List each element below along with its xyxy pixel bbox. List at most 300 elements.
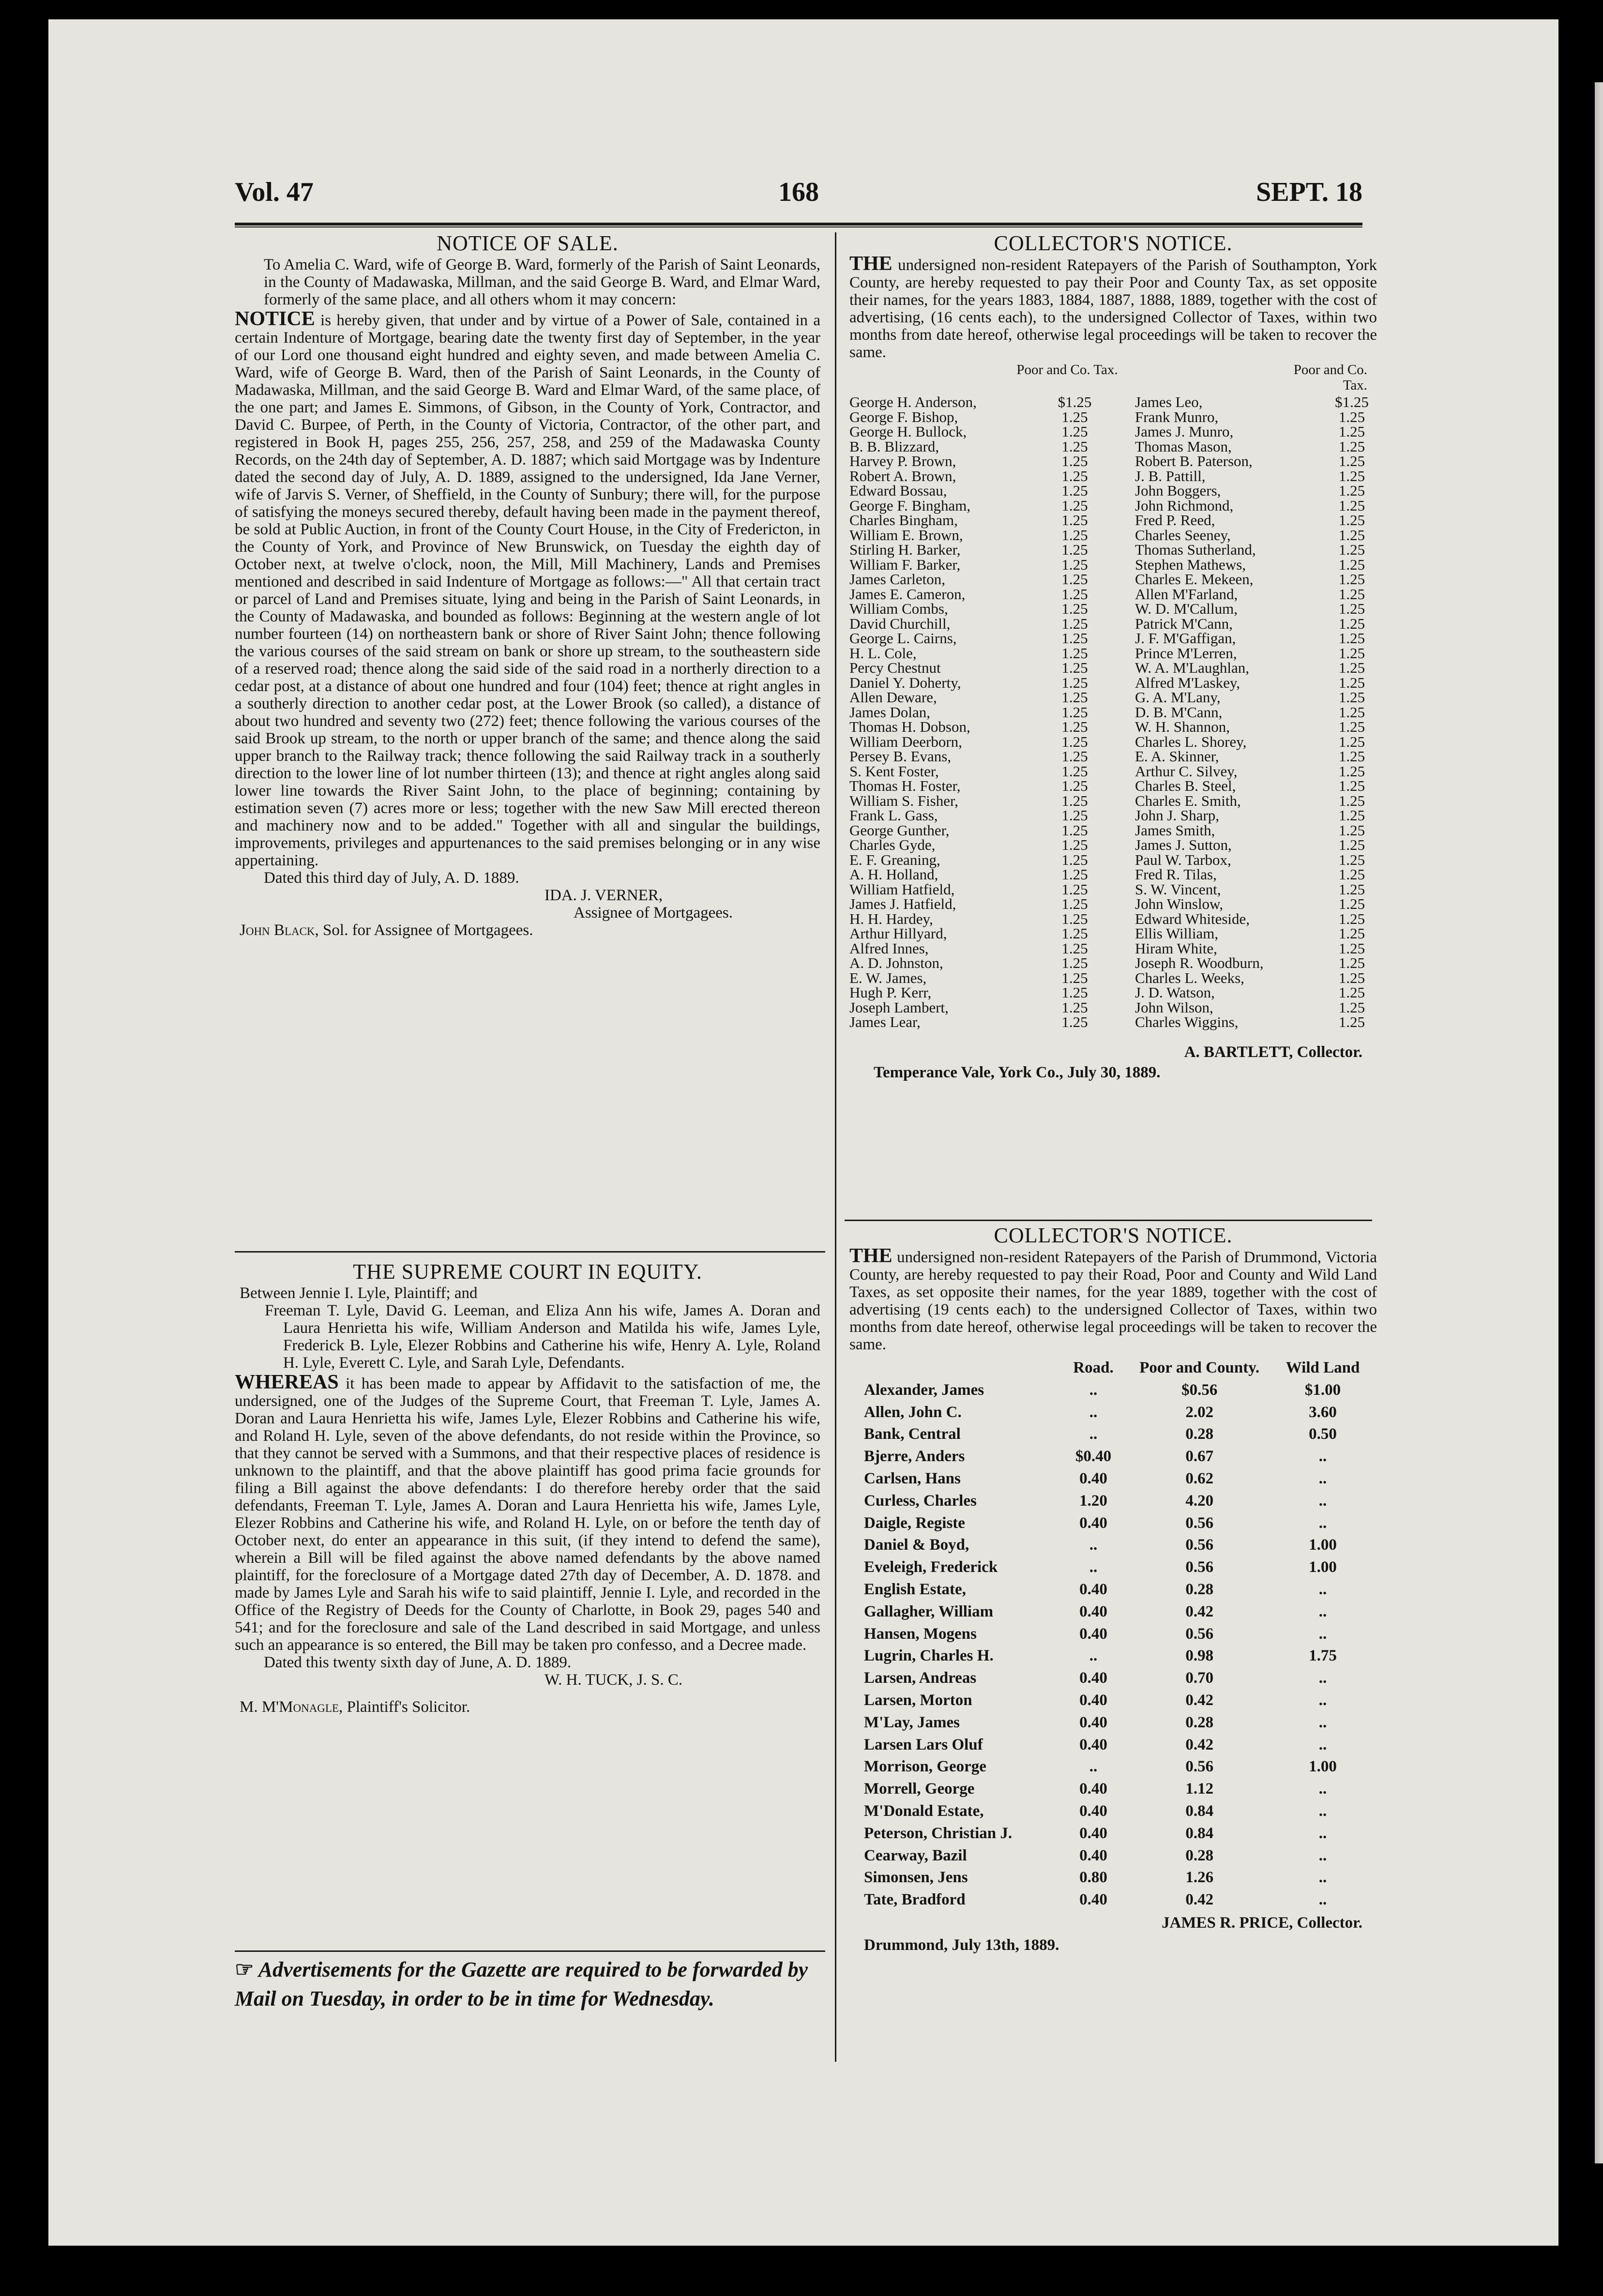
- tax-list-left-row: [849, 853, 1101, 868]
- tax-amount: 1.25: [1061, 969, 1088, 986]
- tax-list-right-row: [1135, 941, 1377, 956]
- wild-land-tax: ..: [1318, 1713, 1327, 1731]
- collector-notice-southampton: [849, 231, 1377, 1081]
- supreme-court-section: [235, 1260, 820, 1716]
- tax-list-right-row: [1135, 439, 1377, 454]
- tax-amount: 1.25: [1061, 880, 1088, 898]
- tax-list-right-row: [1135, 867, 1377, 882]
- page-number: 168: [778, 177, 819, 207]
- road-tax: 0.80: [1079, 1869, 1107, 1887]
- notice-of-sale-solicitor: [235, 921, 820, 939]
- ratepayer-name: Thomas H. Foster,: [849, 777, 961, 794]
- ratepayer-name: G. A. M'Lany,: [1135, 689, 1221, 706]
- ratepayer-name: William E. Brown,: [849, 526, 963, 544]
- ratepayer-name: E. F. Greaning,: [849, 851, 940, 868]
- tax-list-left-row: [849, 867, 1101, 882]
- tax-list-right-row: [1135, 749, 1377, 764]
- solicitor-role: Sol. for Assignee of Mortgagees.: [323, 921, 533, 939]
- ratepayer-name: Joseph Lambert,: [849, 998, 949, 1016]
- tax-amount: 1.25: [1061, 984, 1088, 1001]
- tax-list-left-row: [849, 602, 1101, 617]
- tax-amount: 1.25: [1338, 408, 1365, 425]
- poor-county-tax: 0.70: [1185, 1669, 1214, 1687]
- ratepayer-name: Thomas Mason,: [1135, 438, 1232, 455]
- notice-of-sale-dated: Dated this third day of July, A. D. 1889.: [264, 869, 519, 887]
- tax-list-left-row: [849, 912, 1101, 927]
- tax-amount: 1.25: [1338, 792, 1365, 809]
- tax-amount: 1.25: [1061, 733, 1088, 750]
- tax-amount: 1.25: [1061, 703, 1088, 721]
- drummond-tax-row: [864, 1845, 1372, 1867]
- ratepayer-name: Arthur C. Silvey,: [1135, 762, 1238, 780]
- tax-list-right-row: [1135, 587, 1377, 602]
- ratepayer-name: Charles E. Smith,: [1135, 792, 1241, 809]
- tax-amount: 1.25: [1338, 954, 1365, 971]
- collector-2-body-text: undersigned non-resident Ratepayers of the Parish of Drummond, Victoria County, are hereby requested to pay their Road, Poor and County and Wild Land Taxes, as set opposite their names, for the year 1889, together with the cost of advertising (19 cents each) to the undersigned Collector of Taxes, within two months from date hereof, otherwise legal proceedings will be taken to recover the same.: [849, 1249, 1377, 1353]
- wild-land-tax: ..: [1318, 1869, 1327, 1887]
- collector-2-signature: JAMES R. PRICE, Collector.: [1162, 1914, 1362, 1932]
- tax-amount: 1.25: [1338, 851, 1365, 868]
- collector-notice-2-title: COLLECTOR'S NOTICE.: [994, 1224, 1233, 1247]
- supreme-court-title: THE SUPREME COURT IN EQUITY.: [353, 1260, 702, 1284]
- drummond-tax-row: [864, 1379, 1372, 1402]
- drummond-tax-row: [864, 1800, 1372, 1823]
- ratepayer-name: William F. Barker,: [849, 556, 961, 573]
- ratepayer-name: Hansen, Mogens: [864, 1625, 977, 1643]
- ratepayer-name: M'Donald Estate,: [864, 1802, 984, 1820]
- ratepayer-name: Daniel Y. Doherty,: [849, 674, 961, 691]
- ratepayer-name: Robert A. Brown,: [849, 467, 956, 484]
- road-tax: ..: [1089, 1381, 1098, 1399]
- ratepayer-name: Cearway, Bazil: [864, 1846, 967, 1864]
- tax-list-right-row: [1135, 543, 1377, 558]
- poor-county-tax: $0.56: [1181, 1381, 1218, 1399]
- drummond-tax-row: [864, 1867, 1372, 1889]
- collector-1-place-date: Temperance Vale, York Co., July 30, 1889.: [874, 1064, 1161, 1081]
- ratepayer-name: Carlsen, Hans: [864, 1469, 961, 1487]
- tax-list-right-row: [1135, 705, 1377, 720]
- page-content: [235, 19, 1566, 2246]
- pointing-hand-icon: ☞: [235, 1958, 254, 1981]
- ratepayer-name: George F. Bingham,: [849, 497, 971, 514]
- tax-amount: 1.25: [1338, 659, 1365, 676]
- ratepayer-name: Daniel & Boyd,: [864, 1536, 969, 1554]
- tax-list-right-row: [1135, 631, 1377, 646]
- tax-amount: 1.25: [1338, 644, 1365, 662]
- ratepayer-name: Paul W. Tarbox,: [1135, 851, 1231, 868]
- section-rule-2: [235, 1950, 825, 1952]
- poor-county-tax: 0.28: [1185, 1713, 1214, 1731]
- ratepayer-name: Charles L. Shorey,: [1135, 733, 1247, 750]
- ratepayer-name: Ellis William,: [1135, 925, 1219, 942]
- drummond-tax-row: [864, 1579, 1372, 1601]
- ratepayer-name: Charles L. Weeks,: [1135, 969, 1244, 986]
- tax-amount: 1.25: [1061, 762, 1088, 780]
- ratepayer-name: James E. Cameron,: [849, 585, 966, 603]
- wild-land-tax: ..: [1318, 1802, 1327, 1820]
- tax-list-left-row: [849, 926, 1101, 941]
- road-tax: ..: [1089, 1758, 1098, 1776]
- tax-amount: 1.25: [1338, 939, 1365, 957]
- tax-list-left-row: [849, 676, 1101, 691]
- wild-land-tax: ..: [1318, 1448, 1327, 1465]
- poor-county-tax: 2.02: [1185, 1403, 1214, 1421]
- ratepayer-name: Patrick M'Cann,: [1135, 615, 1233, 632]
- tax-list-left-row: [849, 483, 1101, 498]
- tax-list-right-row: [1135, 764, 1377, 779]
- tax-amount: 1.25: [1338, 821, 1365, 839]
- road-tax: 0.40: [1079, 1891, 1107, 1909]
- solicitor-name: John Black,: [240, 921, 319, 939]
- tax-amount: 1.25: [1061, 777, 1088, 794]
- poor-county-tax: 0.42: [1185, 1691, 1214, 1709]
- header-wild-land: Wild Land: [1285, 1359, 1360, 1376]
- ratepayer-name: W. A. M'Laughlan,: [1135, 659, 1250, 676]
- tax-amount: 1.25: [1061, 689, 1088, 706]
- road-tax: 0.40: [1079, 1669, 1107, 1687]
- drummond-tax-row: [864, 1446, 1372, 1468]
- tax-list-right-row: [1135, 720, 1377, 735]
- ratepayer-name: Charles E. Mekeen,: [1135, 571, 1254, 588]
- drummond-tax-row: [864, 1534, 1372, 1556]
- notice-of-sale-title: NOTICE OF SALE.: [437, 231, 619, 255]
- tax-list-left-row: [849, 749, 1101, 764]
- ratepayer-name: Hiram White,: [1135, 939, 1217, 957]
- tax-list-right-row: [1135, 838, 1377, 853]
- ratepayer-name: Bank, Central: [864, 1425, 961, 1443]
- drummond-tax-row: [864, 1823, 1372, 1845]
- ratepayer-name: A. H. Holland,: [849, 866, 938, 883]
- poor-county-tax: 0.62: [1185, 1469, 1214, 1487]
- tax-list-left-row: [849, 572, 1101, 587]
- ratepayer-name: B. B. Blizzard,: [849, 438, 939, 455]
- collector-1-column-headers: [849, 361, 1377, 395]
- tax-list-right-row: [1135, 912, 1377, 927]
- tax-list-right-row: [1135, 823, 1377, 838]
- poor-county-tax: 0.42: [1185, 1891, 1214, 1909]
- drummond-tax-row: [864, 1734, 1372, 1756]
- ratepayer-name: Charles Bingham,: [849, 512, 958, 529]
- volume-number: Vol. 47: [235, 177, 314, 207]
- supreme-court-signature: W. H. TUCK, J. S. C.: [544, 1671, 683, 1689]
- road-tax: ..: [1089, 1647, 1098, 1665]
- ratepayer-name: John Winslow,: [1135, 895, 1224, 912]
- drummond-tax-row: [864, 1512, 1372, 1535]
- tax-amount: 1.25: [1061, 939, 1088, 957]
- road-tax: 0.40: [1079, 1802, 1107, 1820]
- ratepayer-name: S. Kent Foster,: [849, 762, 939, 780]
- ratepayer-name: George F. Bishop,: [849, 408, 958, 425]
- road-tax: 0.40: [1079, 1713, 1107, 1731]
- ratepayer-name: Allen M'Farland,: [1135, 585, 1238, 603]
- ratepayer-name: Fred P. Reed,: [1135, 512, 1215, 529]
- notice-of-sale-address: To Amelia C. Ward, wife of George B. Ward, formerly of the Parish of Saint Leonards, in the County of Madawaska, Millman, and the said George B. Ward, and Elmar Ward, formerly of the same place, and all others whom it may concern:: [264, 256, 820, 308]
- ratepayer-name: Percy Chestnut: [849, 659, 941, 676]
- tax-amount: 1.25: [1338, 733, 1365, 750]
- tax-list-left-row: [849, 410, 1101, 425]
- tax-list-right-row: [1135, 956, 1377, 971]
- tax-list-left-row: [849, 469, 1101, 484]
- tax-amount: 1.25: [1338, 807, 1365, 824]
- ratepayer-name: William Combs,: [849, 600, 948, 617]
- wild-land-tax: ..: [1318, 1669, 1327, 1687]
- tax-list-left-row: [849, 424, 1101, 439]
- poor-county-tax: 4.20: [1185, 1492, 1214, 1510]
- ratepayer-name: John Boggers,: [1135, 482, 1221, 499]
- tax-amount: 1.25: [1061, 895, 1088, 912]
- poor-county-tax: 0.56: [1185, 1558, 1214, 1576]
- header-rule: [235, 223, 1362, 226]
- poor-county-tax: 0.84: [1185, 1824, 1214, 1842]
- section-rule-1: [235, 1251, 825, 1253]
- ratepayer-name: James J. Sutton,: [1135, 836, 1232, 853]
- ratepayer-name: J. F. M'Gaffigan,: [1135, 630, 1236, 647]
- poor-county-tax: 0.28: [1185, 1846, 1214, 1864]
- drummond-tax-row: [864, 1778, 1372, 1800]
- drummond-tax-row: [864, 1756, 1372, 1778]
- notice-body-text: is hereby given, that under and by virtue of a Power of Sale, contained in a certain Indenture of Mortgage, bearing date the twenty first day of September, in the year of our Lord one thousand eight hundred and eighty seven, and made between Amelia C. Ward, wife of George B. Ward, then of the Parish of Saint Leonards, in the County of Madawaska, Millman, and the said George B. Ward and Elmar Ward, of the same place, of the one part; and James E. Simmons, of Gibson, in the County of York, Contractor, and David C. Burpee, of Perth, in the County of Victoria, Contractor, of the other part, and registered in Book H, pages 255, 256, 257, 258, and 259 of the Madawaska County Records, on the 24th day of September, A. D. 1887; which said Mortgage was by Indenture dated the second day of July, A. D. 1889, assigned to the undersigned, Ida Jane Verner, wife of Jarvis S. Verner, of Sheffield, in the County of Sunbury; there will, for the purpose of satisfying the moneys secured thereby, default having been made in the payment thereof, be sold at Public Auction, in front of the County Court House, in the City of Fredericton, in the County of York, and Province of New Brunswick, on Tuesday the eighth day of October next, at twelve o'clock, noon, the Mill, Mill Machinery, Lands and Premises mentioned and described in said Indenture of Mortgage as follows:—" All that certain tract or parcel of Land and Premises situate, lying and being in the Parish of Saint Leonards, in the County of Madawaska, and bounded as follows: Beginning at the western angle of lot number fourteen (14) on northeastern bank or shore of River Saint John; thence following the various courses of the said stream on bank or shore up stream, to the southeastern side of a reserved road; thence along the said side of the said road in a northerly direction to a cedar post, at a distance of about one hundred and four (104) feet; thence at right angles in a southerly direction to another cedar post, at the Lower Brook (so called), a distance of about two hundred and seventy two (272) feet; thence following the various courses of the said Brook up stream, to the north or upper branch of the same; and thence along the said upper branch to the Railway track; thence following the said Railway track in a southerly direction to the lower line of lot number thirteen (13); and thence at right angles along said lower line towards the River Saint John, to the place of beginning; containing by estimation seven (7) acres more or less; together with the new Saw Mill erected thereon and machinery now and to be added." Together with all and singular the buildings, improvements, privileges and appurtenances to the said premises belonging or in any wise appertaining.: [235, 312, 820, 869]
- wild-land-tax: ..: [1318, 1846, 1327, 1864]
- ratepayer-name: James Leo,: [1135, 393, 1203, 410]
- tax-list-right-row: [1135, 676, 1377, 691]
- tax-amount: 1.25: [1338, 777, 1365, 794]
- drummond-tax-row: [864, 1468, 1372, 1490]
- tax-amount: 1.25: [1338, 541, 1365, 558]
- tax-amount: 1.25: [1338, 600, 1365, 617]
- tax-list-left-row: [849, 1000, 1101, 1015]
- issue-date: SEPT. 18: [1256, 177, 1362, 207]
- tax-amount: 1.25: [1061, 748, 1088, 765]
- ratepayer-name: John Wilson,: [1135, 998, 1213, 1016]
- ratepayer-name: Alexander, James: [864, 1381, 984, 1399]
- drummond-tax-table: [864, 1357, 1372, 1911]
- ratepayer-name: Eveleigh, Frederick: [864, 1558, 998, 1576]
- notice-of-sale-body: [235, 310, 820, 869]
- tax-list-left-row: [849, 838, 1101, 853]
- tax-list-left-row: [849, 646, 1101, 661]
- ratepayer-name: Lugrin, Charles H.: [864, 1647, 994, 1665]
- wild-land-tax: 1.00: [1309, 1758, 1337, 1776]
- ratepayer-name: J. D. Watson,: [1135, 984, 1215, 1001]
- tax-amount: 1.25: [1338, 836, 1365, 853]
- tax-list-left-row: [849, 395, 1101, 410]
- wild-land-tax: 3.60: [1309, 1403, 1337, 1421]
- advert-notice-text: Advertisements for the Gazette are required to be forwarded by Mail on Tuesday, in order to be in time for Wednesday.: [235, 1958, 808, 2010]
- road-tax: 0.40: [1079, 1469, 1107, 1487]
- wild-land-tax: ..: [1318, 1625, 1327, 1643]
- tax-list-left-row: [849, 690, 1101, 705]
- tax-amount: 1.25: [1338, 497, 1365, 514]
- tax-amount: 1.25: [1061, 718, 1088, 735]
- tax-amount: 1.25: [1338, 556, 1365, 573]
- tax-amount: 1.25: [1061, 630, 1088, 647]
- tax-list-right-row: [1135, 808, 1377, 823]
- tax-list-left-row: [849, 454, 1101, 469]
- tax-list-left-row: [849, 617, 1101, 632]
- tax-amount: 1.25: [1061, 482, 1088, 499]
- wild-land-tax: 0.50: [1309, 1425, 1337, 1443]
- tax-list-left-row: [849, 543, 1101, 558]
- tax-amount: 1.25: [1338, 969, 1365, 986]
- ratepayer-name: George L. Cairns,: [849, 630, 957, 647]
- wild-land-tax: ..: [1318, 1580, 1327, 1598]
- ratepayer-name: John J. Sharp,: [1135, 807, 1219, 824]
- tax-list-left-row: [849, 498, 1101, 514]
- collector-2-lead-word: THE: [849, 1245, 892, 1267]
- poor-county-tax: 1.26: [1185, 1869, 1214, 1887]
- ratepayer-name: M'Lay, James: [864, 1713, 960, 1731]
- collector-notice-2-body: [849, 1247, 1377, 1353]
- collector-1-signature: A. BARTLETT, Collector.: [1184, 1043, 1362, 1061]
- poor-county-tax: 0.56: [1185, 1514, 1214, 1532]
- whereas-lead-word: WHEREAS: [235, 1371, 339, 1393]
- notice-of-sale-signature: IDA. J. VERNER,: [544, 887, 663, 904]
- ratepayer-name: James Smith,: [1135, 821, 1215, 839]
- collector-1-body-text: undersigned non-resident Ratepayers of the Parish of Southampton, York County, are hereby requested to pay their Poor and County Tax, as set opposite their names, for the years 1883, 1884, 1887, 1888, 1889, together with the cost of advertising, (16 cents each), to the undersigned Collector of Taxes, within two months from date hereof, otherwise legal proceedings will be taken to recover the same.: [849, 257, 1377, 361]
- wild-land-tax: $1.00: [1304, 1381, 1341, 1399]
- tax-list-right-row: [1135, 646, 1377, 661]
- tax-amount: $1.25: [1058, 393, 1092, 410]
- ratepayer-name: William Hatfield,: [849, 880, 955, 898]
- gazette-page: [48, 19, 1558, 2246]
- wild-land-tax: ..: [1318, 1602, 1327, 1620]
- tax-list-left-row: [849, 587, 1101, 602]
- tax-list-right-row: [1135, 454, 1377, 469]
- road-tax: ..: [1089, 1536, 1098, 1554]
- ratepayer-name: William S. Fisher,: [849, 792, 958, 809]
- notice-lead-word: NOTICE: [235, 308, 315, 330]
- tax-amount: 1.25: [1061, 792, 1088, 809]
- tax-list-left-row: [849, 705, 1101, 720]
- tax-amount: 1.25: [1061, 467, 1088, 484]
- tax-amount: 1.25: [1338, 866, 1365, 883]
- tax-list-right-row: [1135, 528, 1377, 543]
- tax-amount: 1.25: [1338, 703, 1365, 721]
- supreme-court-between: Between Jennie I. Lyle, Plaintiff; and: [240, 1284, 478, 1302]
- ratepayer-name: Edward Whiteside,: [1135, 910, 1250, 927]
- tax-amount: 1.25: [1338, 1013, 1365, 1030]
- ratepayer-name: Peterson, Christian J.: [864, 1824, 1013, 1842]
- tax-amount: 1.25: [1061, 497, 1088, 514]
- ratepayer-name: Charles B. Steel,: [1135, 777, 1236, 794]
- ratepayer-name: English Estate,: [864, 1580, 966, 1598]
- poor-county-tax: 0.56: [1185, 1536, 1214, 1554]
- tax-list-right-row: [1135, 424, 1377, 439]
- ratepayer-name: W. H. Shannon,: [1135, 718, 1230, 735]
- tax-amount: 1.25: [1061, 851, 1088, 868]
- ratepayer-name: H. L. Cole,: [849, 644, 917, 662]
- tax-list-left-row: [849, 956, 1101, 971]
- ratepayer-name: E. A. Skinner,: [1135, 748, 1219, 765]
- poor-county-tax: 0.42: [1185, 1736, 1214, 1753]
- collector-notice-1-title: COLLECTOR'S NOTICE.: [994, 231, 1233, 255]
- tax-list-right-row: [1135, 1015, 1377, 1030]
- notice-of-sale-signature-role: Assignee of Mortgagees.: [574, 904, 733, 921]
- road-tax: 1.20: [1079, 1492, 1107, 1510]
- ratepayer-name: Alfred M'Laskey,: [1135, 674, 1240, 691]
- tax-amount: 1.25: [1061, 541, 1088, 558]
- collector-1-lead-word: THE: [849, 253, 892, 275]
- ratepayer-name: George Gunther,: [849, 821, 950, 839]
- poor-county-tax: 0.98: [1185, 1647, 1214, 1665]
- ratepayer-name: Gallagher, William: [864, 1602, 994, 1620]
- section-rule-3: [845, 1220, 1372, 1221]
- tax-amount: 1.25: [1061, 674, 1088, 691]
- tax-amount: 1.25: [1338, 482, 1365, 499]
- tax-amount: 1.25: [1061, 438, 1088, 455]
- tax-amount: 1.25: [1061, 659, 1088, 676]
- tax-list-right-row: [1135, 395, 1377, 410]
- tax-list-left-row: [849, 439, 1101, 454]
- tax-amount: 1.25: [1338, 512, 1365, 529]
- tax-list-left-row: [849, 823, 1101, 838]
- ratepayer-name: Charles Wiggins,: [1135, 1013, 1239, 1030]
- page-header: [235, 172, 1362, 225]
- road-tax: 0.40: [1079, 1625, 1107, 1643]
- ratepayer-name: Curless, Charles: [864, 1492, 977, 1510]
- advertisement-deadline-notice: [235, 1955, 825, 2013]
- ratepayer-name: George H. Bullock,: [849, 423, 967, 440]
- tax-list-right-row: [1135, 926, 1377, 941]
- wild-land-tax: ..: [1318, 1469, 1327, 1487]
- ratepayer-name: Allen, John C.: [864, 1403, 962, 1421]
- tax-amount: 1.25: [1061, 571, 1088, 588]
- tax-list-right-row: [1135, 498, 1377, 514]
- tax-list-right-row: [1135, 794, 1377, 809]
- tax-amount: $1.25: [1335, 393, 1369, 410]
- tax-list-right-row: [1135, 853, 1377, 868]
- ratepayer-name: Prince M'Lerren,: [1135, 644, 1237, 662]
- ratepayer-name: D. B. M'Cann,: [1135, 703, 1223, 721]
- road-tax: $0.40: [1075, 1448, 1112, 1465]
- drummond-tax-row: [864, 1667, 1372, 1690]
- ratepayer-name: Arthur Hillyard,: [849, 925, 947, 942]
- ratepayer-name: A. D. Johnston,: [849, 954, 943, 971]
- wild-land-tax: ..: [1318, 1492, 1327, 1510]
- tax-amount: 1.25: [1338, 910, 1365, 927]
- tax-amount: 1.25: [1061, 526, 1088, 544]
- ratepayer-name: Joseph R. Woodburn,: [1135, 954, 1264, 971]
- tax-amount: 1.25: [1338, 526, 1365, 544]
- tax-amount: 1.25: [1061, 1013, 1088, 1030]
- ratepayer-name: Larsen, Morton: [864, 1691, 972, 1709]
- tax-list-left: [849, 395, 1101, 1030]
- tax-amount: 1.25: [1061, 556, 1088, 573]
- tax-list-right-row: [1135, 617, 1377, 632]
- ratepayer-name: Harvey P. Brown,: [849, 453, 956, 469]
- ratepayer-name: Fred R. Tilas,: [1135, 866, 1217, 883]
- ratepayer-name: Thomas H. Dobson,: [849, 718, 970, 735]
- ratepayer-name: Bjerre, Anders: [864, 1448, 965, 1465]
- tax-list-right-row: [1135, 1000, 1377, 1015]
- drummond-tax-row: [864, 1601, 1372, 1623]
- drummond-tax-row: [864, 1690, 1372, 1712]
- tax-list-right-row: [1135, 410, 1377, 425]
- tax-amount: 1.25: [1338, 925, 1365, 942]
- ratepayer-name: Stephen Mathews,: [1135, 556, 1246, 573]
- ratepayer-name: James J. Munro,: [1135, 423, 1234, 440]
- tax-amount: 1.25: [1338, 718, 1365, 735]
- tax-list-right-row: [1135, 558, 1377, 573]
- road-tax: ..: [1089, 1558, 1098, 1576]
- tax-amount: 1.25: [1061, 644, 1088, 662]
- tax-list-right-row: [1135, 735, 1377, 750]
- plaintiff-solicitor-role: Plaintiff's Solicitor.: [347, 1698, 470, 1716]
- ratepayer-name: Daigle, Registe: [864, 1514, 965, 1532]
- tax-list-left-row: [849, 882, 1101, 897]
- wild-land-tax: ..: [1318, 1891, 1327, 1909]
- ratepayer-name: Simonsen, Jens: [864, 1869, 968, 1887]
